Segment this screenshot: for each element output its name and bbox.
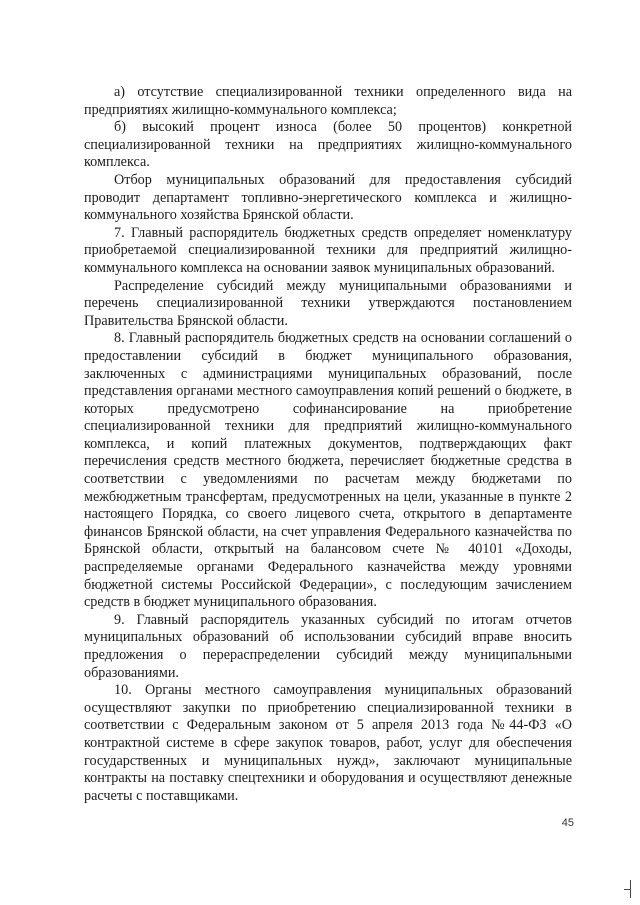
paragraph-item-a: а) отсутствие специализированной техники определенного вида на предприятиях жилищно-коммунального комплекса;	[84, 84, 572, 118]
paragraph-item-b: б) высокий процент износа (более 50 процентов) конкретной специализированной техники на предприятиях жилищно-коммунального комплекса.	[84, 119, 572, 171]
paragraph-clause-7: 7. Главный распорядитель бюджетных средств определяет номенклатуру приобретаемой специализированной техники для предприятий жилищно-коммунального комплекса на основании заявок муниципальных образований.	[84, 224, 572, 276]
page-number: 45	[561, 817, 574, 829]
document-body	[84, 84, 572, 805]
paragraph-distribution: Распределение субсидий между муниципальными образованиями и перечень специализированной техники утверждаются постановлением Правительства Брянской области.	[84, 277, 572, 329]
paragraph-clause-10: 10. Органы местного самоуправления муниципальных образований осуществляют закупки по приобретению специализированной техники в соответствии с Федеральным законом от 5 апреля 2013 года №44-ФЗ «О контрактной системе в сфере закупок товаров, работ, услуг для обеспечения государственных и муниципальных нужд», заключают муниципальные контракты на поставку спецтехники и оборудования и осуществляют денежные расчеты с поставщиками.	[84, 682, 572, 804]
paragraph-clause-9: 9. Главный распорядитель указанных субсидий по итогам отчетов муниципальных образований об использовании субсидий вправе вносить предложения о перераспределении субсидий между муниципальными образованиями.	[84, 611, 572, 681]
paragraph-clause-8: 8. Главный распорядитель бюджетных средств на основании соглашений о предоставлении субсидий в бюджет муниципального образования, заключенных с администрациями муниципальных образований, после представления органами местного самоуправления копий решений о бюджете, в которых предусмотрено софинансирование на приобретение специализированной техники для предприятий жилищно-коммунального комплекса, и копий платежных документов, подтверждающих факт перечисления средств местного бюджета, перечисляет бюджетные средства в соответствии с уведомлениями по расчетам между бюджетами по межбюджетным трансфертам, предусмотренных на цели, указанные в пункте 2 настоящего Порядка, со своего лицевого счета, открытого в департаменте финансов Брянской области, на счет управления Федерального казначейства по Брянской области, открытый на балансовом счете № 40101 «Доходы, распределяемые органами Федерального казначейства между уровнями бюджетной системы Российской Федерации», с последующим зачислением средств в бюджет муниципального образования.	[84, 330, 572, 611]
scan-edge-mark	[624, 889, 631, 890]
paragraph-selection: Отбор муниципальных образований для предоставления субсидий проводит департамент топливно-энергетического комплекса и жилищно-коммунального хозяйства Брянской области.	[84, 171, 572, 224]
